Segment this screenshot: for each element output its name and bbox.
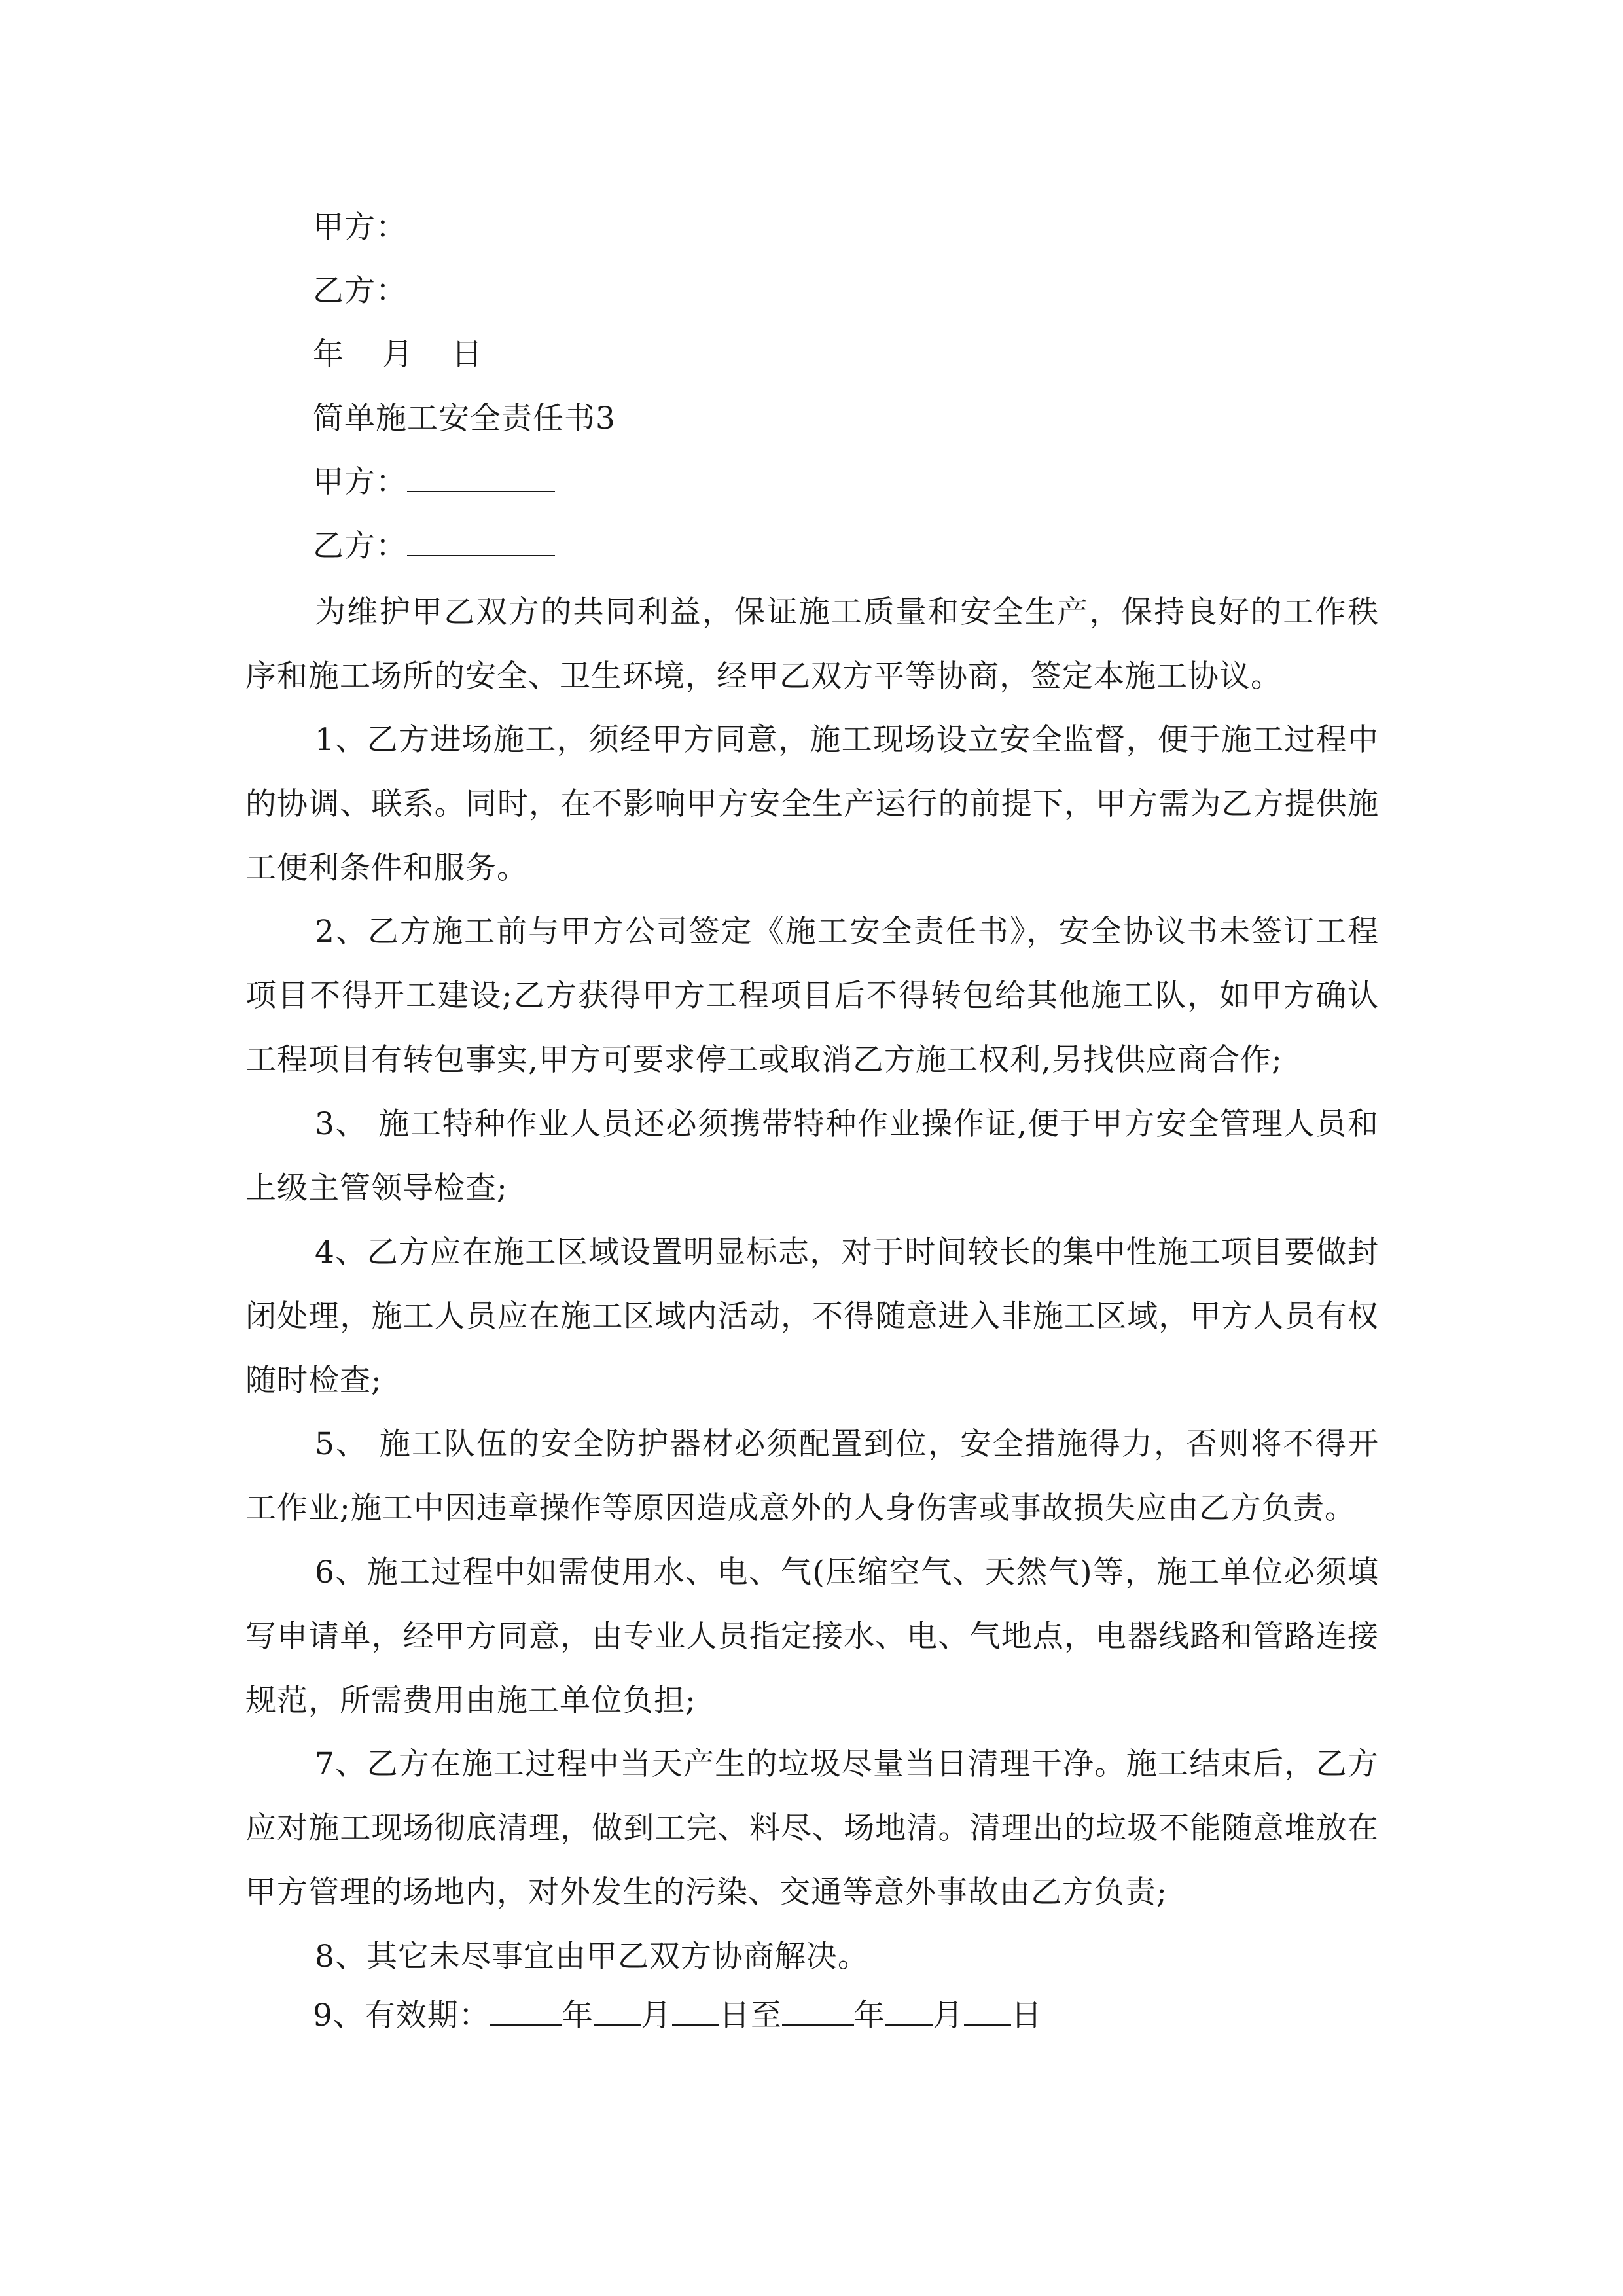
validity-day1-to: 日至 (719, 1998, 782, 2034)
validity-day1-blank (672, 1996, 719, 2026)
party-a-field (313, 462, 555, 502)
date-day: 日 (451, 336, 483, 372)
intro-paragraph: 为维护甲乙双方的共同利益，保证施工质量和安全生产，保持良好的工作秩序和施工场所的安全、卫生环境，经甲乙双方平等协商，签定本施工协议。 (245, 594, 1379, 694)
validity-month2-blank (885, 1996, 933, 2026)
clause-6: 6、施工过程中如需使用水、电、气(压缩空气、天然气)等，施工单位必须填写申请单，经甲方同意，由专业人员指定接水、电、气地点，电器线路和管路连接规范，所需费用由施工单位负担; (245, 1554, 1379, 1719)
party-b-blank (407, 526, 555, 556)
validity-line (313, 1996, 1043, 2036)
party-b-label: 乙方： (313, 528, 407, 564)
validity-day2-blank (964, 1996, 1011, 2026)
party-b-field (313, 526, 555, 566)
date-month: 月 (382, 336, 414, 372)
party-a-blank (407, 462, 555, 492)
validity-month1: 月 (640, 1998, 672, 2034)
clause-8: 8、其它未尽事宜由甲乙双方协商解决。 (315, 1939, 869, 1975)
validity-year2-blank (782, 1996, 854, 2026)
date-year: 年 (313, 336, 344, 372)
validity-year2: 年 (853, 1998, 885, 2034)
validity-month1-blank (594, 1996, 641, 2026)
party-a-label: 甲方： (313, 464, 407, 500)
party-a-signature-line: 甲方： (313, 209, 407, 245)
clause-4: 4、乙方应在施工区域设置明显标志，对于时间较长的集中性施工项目要做封闭处理，施工人员应在施工区域内活动，不得随意进入非施工区域，甲方人员有权随时检查; (245, 1234, 1379, 1399)
clause-7: 7、乙方在施工过程中当天产生的垃圾尽量当日清理干净。施工结束后，乙方应对施工现场彻底清理，做到工完、料尽、场地清。清理出的垃圾不能随意堆放在甲方管理的场地内，对外发生的污染、交通等意外事故由乙方负责; (245, 1746, 1379, 1910)
validity-day2: 日 (1010, 1998, 1043, 2034)
clause-2: 2、乙方施工前与甲方公司签定《施工安全责任书》，安全协议书未签订工程项目不得开工建设;乙方获得甲方工程项目后不得转包给其他施工队，如甲方确认工程项目有转包事实,甲方可要求停工或取消乙方施工权利,另找供应商合作; (245, 914, 1379, 1078)
validity-month2: 月 (932, 1998, 964, 2034)
clause-5: 5、 施工队伍的安全防护器材必须配置到位，安全措施得力，否则将不得开工作业;施工中因违章操作等原因造成意外的人身伤害或事故损失应由乙方负责。 (245, 1426, 1379, 1526)
date-line (313, 335, 483, 374)
validity-label: 9、有效期： (313, 1998, 490, 2034)
party-b-signature-line: 乙方： (313, 273, 407, 309)
validity-year1: 年 (562, 1998, 594, 2034)
validity-year1-blank (490, 1996, 562, 2026)
document-title: 简单施工安全责任书3 (313, 401, 616, 437)
clause-1: 1、乙方进场施工，须经甲方同意，施工现场设立安全监督，便于施工过程中的协调、联系。同时，在不影响甲方安全生产运行的前提下，甲方需为乙方提供施工便利条件和服务。 (245, 722, 1379, 886)
clause-3: 3、 施工特种作业人员还必须携带特种作业操作证,便于甲方安全管理人员和上级主管领导检查; (245, 1106, 1379, 1206)
